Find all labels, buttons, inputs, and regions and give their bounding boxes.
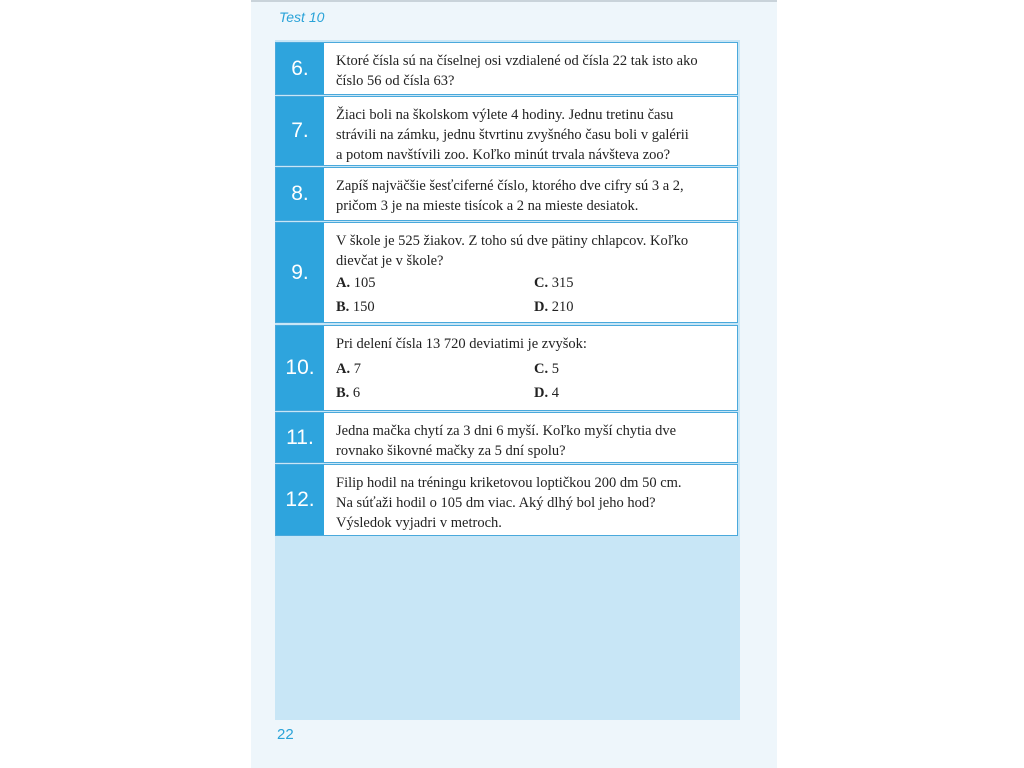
question-line: číslo 56 od čísla 63? xyxy=(336,73,455,89)
question-line: Žiaci boli na školskom výlete 4 hodiny. Jednu tretinu času xyxy=(336,107,674,123)
answer-option-c[interactable]: C. 315 xyxy=(534,275,574,291)
question-line: strávili na zámku, jednu štvrtinu zvyšného času boli v galérii xyxy=(336,127,689,143)
question-text xyxy=(336,105,725,165)
answer-option-b[interactable]: B. 150 xyxy=(336,299,375,315)
answer-option-b[interactable]: B. 6 xyxy=(336,385,361,401)
question-text xyxy=(336,51,725,91)
question-number: 10. xyxy=(276,326,324,410)
question-line: V škole je 525 žiakov. Z toho sú dve pätiny chlapcov. Koľko xyxy=(336,233,689,249)
question-row-12 xyxy=(275,464,738,536)
question-number: 7. xyxy=(276,97,324,165)
question-number: 12. xyxy=(276,465,324,535)
answer-option-a[interactable]: A. 7 xyxy=(336,361,361,377)
question-number: 11. xyxy=(276,413,324,462)
question-row-6 xyxy=(275,42,738,95)
question-line: rovnako šikovné mačky za 5 dní spolu? xyxy=(336,443,566,459)
question-text xyxy=(336,473,725,533)
question-text xyxy=(336,231,725,271)
question-number: 8. xyxy=(276,168,324,220)
question-text xyxy=(336,421,725,461)
question-row-7 xyxy=(275,96,738,166)
page-top-border xyxy=(251,0,777,2)
answer-options xyxy=(336,275,725,319)
answer-option-d[interactable]: D. 4 xyxy=(534,385,559,401)
question-line: dievčat je v škole? xyxy=(336,253,444,269)
question-row-10 xyxy=(275,325,738,411)
question-text xyxy=(336,176,725,216)
answer-option-a[interactable]: A. 105 xyxy=(336,275,376,291)
question-row-9 xyxy=(275,222,738,323)
question-line: pričom 3 je na mieste tisícok a 2 na mieste desiatok. xyxy=(336,198,639,214)
question-line: Na súťaži hodil o 105 dm viac. Aký dlhý bol jeho hod? xyxy=(336,495,656,511)
question-line: Zapíš najväčšie šesťciferné číslo, ktorého dve cifry sú 3 a 2, xyxy=(336,178,684,194)
test-label: Test 10 xyxy=(279,9,325,25)
question-row-8 xyxy=(275,167,738,221)
question-line: a potom navštívili zoo. Koľko minút trvala návšteva zoo? xyxy=(336,147,671,163)
question-row-11 xyxy=(275,412,738,463)
answer-option-c[interactable]: C. 5 xyxy=(534,361,559,377)
question-number: 6. xyxy=(276,43,324,94)
question-line: Pri delení čísla 13 720 deviatimi je zvyšok: xyxy=(336,336,587,352)
question-number: 9. xyxy=(276,223,324,322)
answer-options xyxy=(336,361,725,405)
answer-option-d[interactable]: D. 210 xyxy=(534,299,574,315)
question-text xyxy=(336,334,725,354)
question-line: Jedna mačka chytí za 3 dni 6 myší. Koľko myší chytia dve xyxy=(336,423,677,439)
question-line: Filip hodil na tréningu kriketovou loptičkou 200 dm 50 cm. xyxy=(336,475,682,491)
question-line: Výsledok vyjadri v metroch. xyxy=(336,515,502,531)
page-number: 22 xyxy=(277,726,294,743)
question-line: Ktoré čísla sú na číselnej osi vzdialené od čísla 22 tak isto ako xyxy=(336,53,698,69)
